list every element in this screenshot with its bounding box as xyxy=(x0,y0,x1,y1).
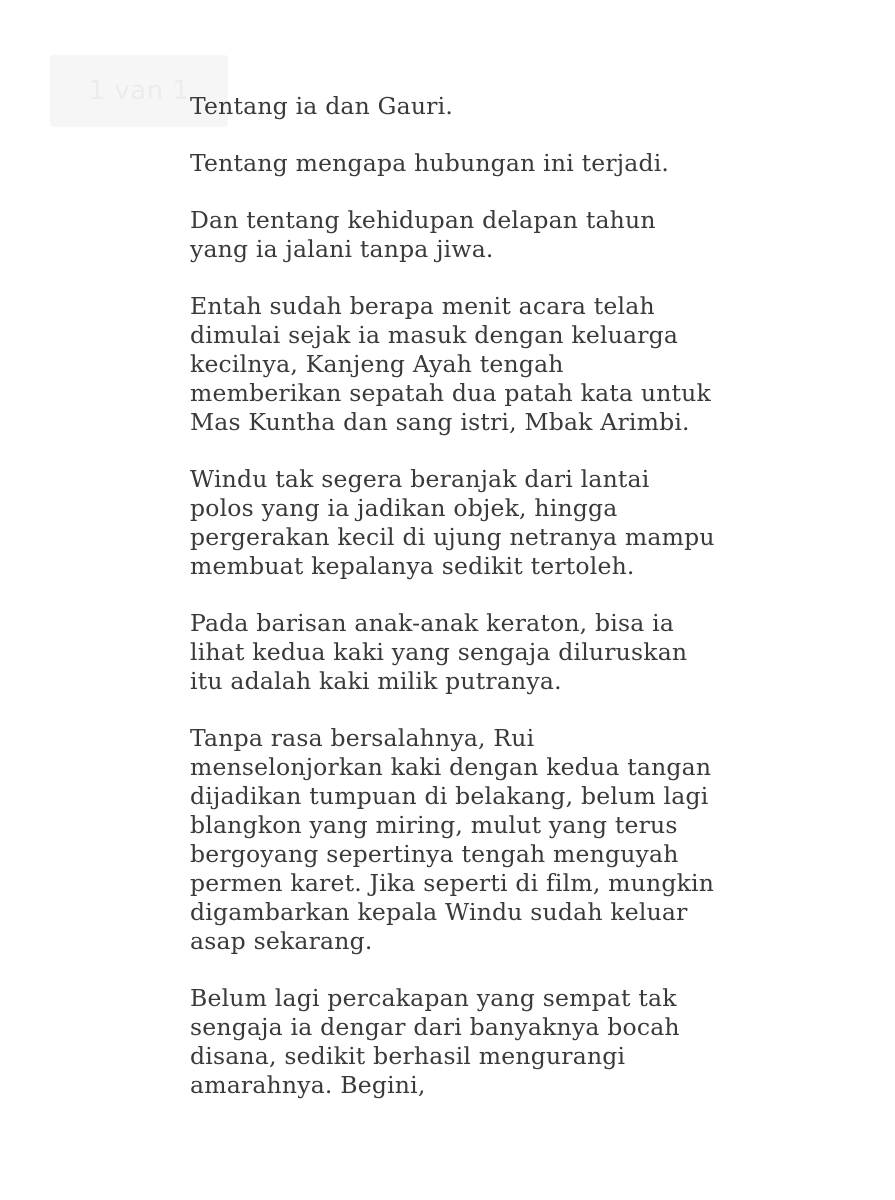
text-line: yang ia jalani tanpa jiwa. xyxy=(190,235,494,263)
text-line: polos yang ia jadikan objek, hingga xyxy=(190,494,618,522)
paragraph xyxy=(190,465,790,581)
text-line: bergoyang sepertinya tengah menguyah xyxy=(190,840,679,868)
paragraph xyxy=(190,206,790,264)
text-line: permen karet. Jika seperti di film, mungkin xyxy=(190,869,715,897)
text-line: Mas Kuntha dan sang istri, Mbak Arimbi. xyxy=(190,408,690,436)
text-line: sengaja ia dengar dari banyaknya bocah xyxy=(190,1013,680,1041)
text-line: blangkon yang miring, mulut yang terus xyxy=(190,811,678,839)
text-line: Windu tak segera beranjak dari lantai xyxy=(190,465,650,493)
text-line: pergerakan kecil di ujung netranya mampu xyxy=(190,523,715,551)
story-text xyxy=(190,92,790,1128)
paragraph xyxy=(190,609,790,696)
text-line: Dan tentang kehidupan delapan tahun xyxy=(190,206,656,234)
text-line: dijadikan tumpuan di belakang, belum lagi xyxy=(190,782,709,810)
paragraph xyxy=(190,292,790,437)
text-line: Pada barisan anak-anak keraton, bisa ia xyxy=(190,609,675,637)
page-indicator-text: 1 van 1 xyxy=(88,76,190,106)
text-line: dimulai sejak ia masuk dengan keluarga xyxy=(190,321,679,349)
paragraph xyxy=(190,724,790,956)
text-line: itu adalah kaki milik putranya. xyxy=(190,667,562,695)
text-line: menselonjorkan kaki dengan kedua tangan xyxy=(190,753,712,781)
text-line: lihat kedua kaki yang sengaja diluruskan xyxy=(190,638,688,666)
text-line: disana, sedikit berhasil mengurangi xyxy=(190,1042,626,1070)
text-line: digambarkan kepala Windu sudah keluar xyxy=(190,898,688,926)
text-line: amarahnya. Begini, xyxy=(190,1071,426,1099)
paragraph xyxy=(190,92,790,121)
text-line: Belum lagi percakapan yang sempat tak xyxy=(190,984,677,1012)
text-line: memberikan sepatah dua patah kata untuk xyxy=(190,379,711,407)
text-line: Tentang mengapa hubungan ini terjadi. xyxy=(190,149,670,177)
text-line: asap sekarang. xyxy=(190,927,373,955)
text-line: Tanpa rasa bersalahnya, Rui xyxy=(190,724,535,752)
paragraph xyxy=(190,984,790,1100)
text-line: Entah sudah berapa menit acara telah xyxy=(190,292,655,320)
paragraph xyxy=(190,149,790,178)
text-line: membuat kepalanya sedikit tertoleh. xyxy=(190,552,635,580)
text-line: Tentang ia dan Gauri. xyxy=(190,92,453,120)
text-line: kecilnya, Kanjeng Ayah tengah xyxy=(190,350,564,378)
